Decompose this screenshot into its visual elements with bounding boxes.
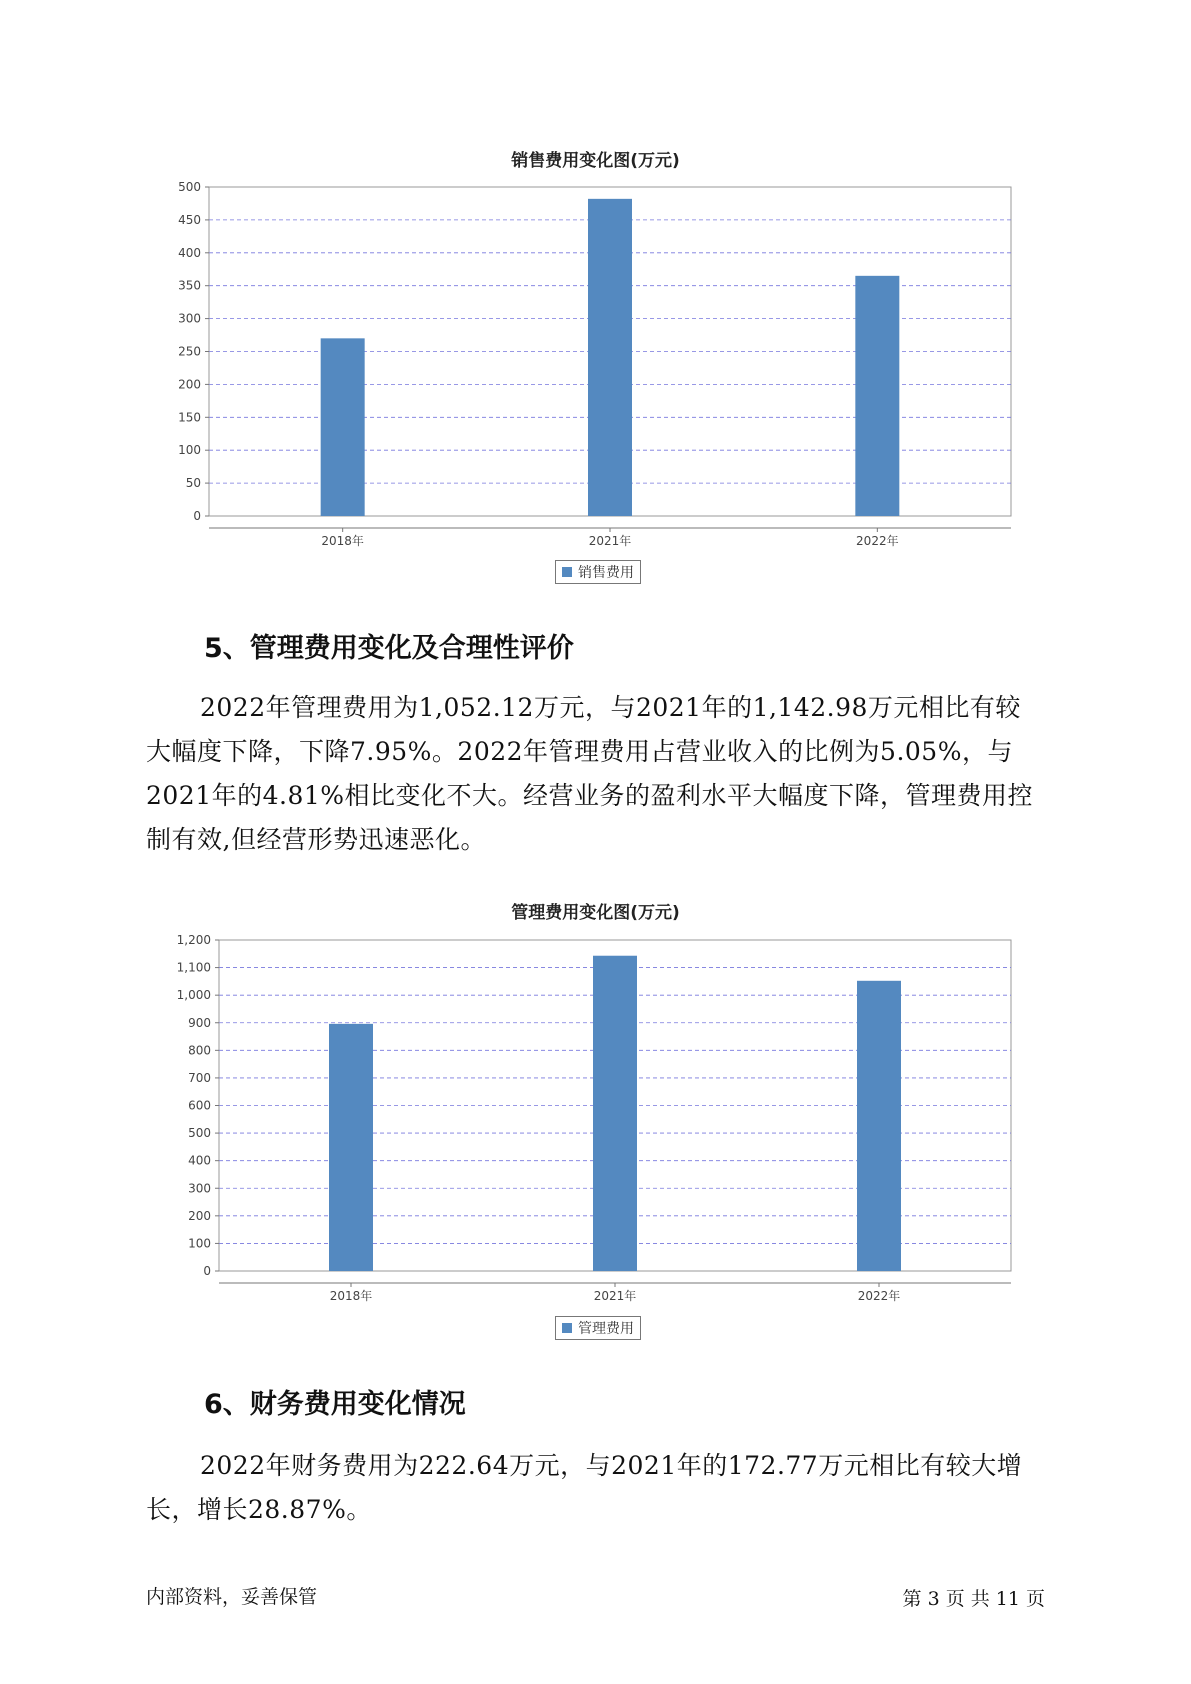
y-tick-label: 200 [188, 1208, 211, 1223]
y-tick-label: 1,100 [176, 960, 211, 975]
y-tick-label: 800 [188, 1043, 211, 1058]
x-tick-label: 2018年 [321, 534, 364, 548]
y-tick-label: 350 [178, 278, 201, 293]
chart-title-sales: 销售费用变化图(万元) [511, 151, 680, 171]
y-tick-label: 0 [193, 509, 201, 523]
chart-title-admin: 管理费用变化图(万元) [511, 903, 680, 923]
y-tick-label: 600 [188, 1098, 211, 1113]
x-tick-label: 2022年 [857, 1289, 901, 1303]
y-tick-label: 300 [188, 1181, 211, 1196]
y-tick-label: 450 [178, 212, 201, 227]
y-tick-label: 900 [188, 1015, 211, 1030]
y-tick-label: 1,200 [176, 933, 211, 947]
section-6-heading: 6、财务费用变化情况 [204, 1389, 466, 1420]
y-tick-label: 0 [203, 1264, 211, 1278]
y-tick-label: 400 [188, 1153, 211, 1168]
y-tick-label: 500 [178, 180, 201, 194]
y-tick-label: 100 [178, 443, 201, 458]
legend-label: 销售费用 [578, 565, 634, 581]
bar [329, 1024, 373, 1271]
y-tick-label: 1,000 [176, 988, 211, 1003]
y-tick-label: 300 [178, 311, 201, 326]
y-tick-label: 100 [188, 1236, 211, 1251]
footer-page-number: 第 3 页 共 11 页 [902, 1588, 1045, 1610]
y-tick-label: 250 [178, 344, 201, 359]
footer-confidential-note: 内部资料，妥善保管 [146, 1586, 318, 1608]
x-tick-label: 2021年 [593, 1289, 637, 1303]
bar [857, 981, 901, 1271]
legend-swatch [562, 1323, 572, 1333]
section-5-heading: 5、管理费用变化及合理性评价 [204, 633, 574, 664]
y-tick-label: 400 [178, 245, 201, 260]
chart-legend-admin [555, 1316, 641, 1340]
y-tick-label: 200 [178, 377, 201, 392]
section-6-paragraph: 2022年财务费用为222.64万元，与2021年的172.77万元相比有较大增长，增长28.87%。 [146, 1451, 1023, 1524]
x-tick-label: 2021年 [588, 534, 632, 548]
y-tick-label: 150 [178, 410, 201, 425]
y-tick-label: 50 [185, 476, 201, 491]
y-tick-label: 700 [188, 1070, 211, 1085]
y-tick-label: 500 [188, 1126, 211, 1141]
section-5-paragraph: 2022年管理费用为1,052.12万元，与2021年的1,142.98万元相比有较大幅度下降，下降7.95%。2022年管理费用占营业收入的比例为5.05%，与2021年的4.81%相比变化不大。经营业务的盈利水平大幅度下降，管理费用控制有效,但经营形势迅速恶化。 [146, 693, 1034, 854]
x-tick-label: 2018年 [329, 1289, 373, 1303]
bar [593, 956, 637, 1271]
legend-label: 管理费用 [578, 1321, 634, 1337]
x-tick-label: 2022年 [856, 534, 899, 548]
